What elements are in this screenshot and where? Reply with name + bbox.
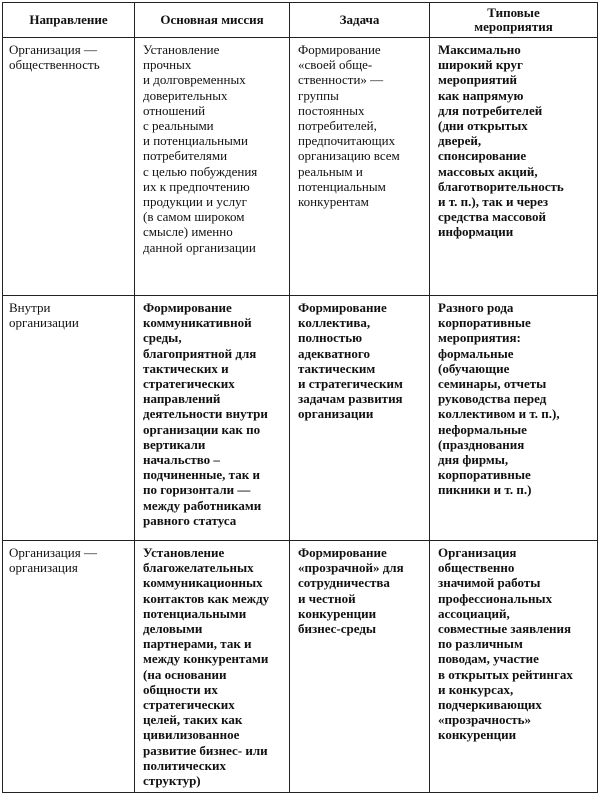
header-direction: Направление xyxy=(3,3,135,38)
cell-mission: Установление благожелательных коммуникационных контактов как между потенциальными деловыми партнерами, так и между конкурентами (на основании общности их стратегических целей, таких как цивилизованное развитие бизнес- или политических структур) xyxy=(135,541,290,793)
header-task: Задача xyxy=(290,3,430,38)
cell-direction: Внутри организации xyxy=(3,296,135,541)
cell-task: Формирование «прозрачной» для сотрудничества и честной конкуренции бизнес-среды xyxy=(290,541,430,793)
cell-events: Максимально широкий круг мероприятий как напрямую для потребителей (дни открытых дверей, спонсирование массовых акций, благотворительность и т. п.), так и через средства массовой информации xyxy=(430,38,598,296)
cell-mission: Установление прочных и долговременных доверительных отношений с реальными и потенциальными потребителями с целью побуждения их к предпочтению продукции и услуг (в самом широком смысле) именно данной организации xyxy=(135,38,290,296)
cell-task: Формирование коллектива, полностью адекватного тактическим и стратегическим задачам развития организации xyxy=(290,296,430,541)
pr-directions-table xyxy=(2,2,598,793)
table-header-row xyxy=(3,3,598,38)
cell-mission: Формирование коммуникативной среды, благоприятной для тактических и стратегических направлений деятельности внутри организации как по вертикали начальство – подчиненные, так и по горизонтали — между работниками равного статуса xyxy=(135,296,290,541)
cell-events: Разного рода корпоративные мероприятия: формальные (обучающие семинары, отчеты руководства перед коллективом и т. п.), неформальные (празднования дня фирмы, корпоративные пикники и т. п.) xyxy=(430,296,598,541)
header-events: Типовые мероприятия xyxy=(430,3,598,38)
header-mission: Основная миссия xyxy=(135,3,290,38)
table-row xyxy=(3,541,598,793)
table-row xyxy=(3,38,598,296)
table-row xyxy=(3,296,598,541)
cell-events: Организация общественно значимой работы профессиональных ассоциаций, совместные заявления по различным поводам, участие в открытых рейтингах и конкурсах, подчеркивающих «прозрачность» конкуренции xyxy=(430,541,598,793)
cell-direction: Организация — общественность xyxy=(3,38,135,296)
cell-task: Формирование «своей обще- ственности» — группы постоянных потребителей, предпочитающих организацию всем реальным и потенциальным конкурентам xyxy=(290,38,430,296)
cell-direction: Организация — организация xyxy=(3,541,135,793)
